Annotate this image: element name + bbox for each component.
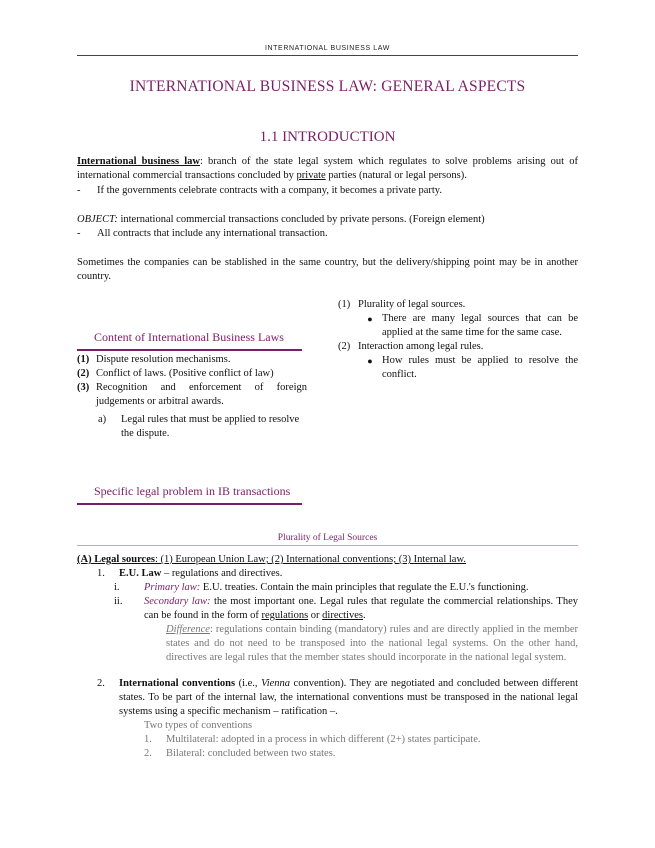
dash-text: All contracts that include any international transaction. <box>97 228 328 239</box>
list-item <box>77 353 307 367</box>
secondary-text: the most important one. Legal rules that regulate the commercial relationships. They can be found in the form of <box>144 596 578 621</box>
right-column <box>338 298 578 382</box>
right-text: Plurality of legal sources. <box>358 299 466 310</box>
intro-definition <box>77 155 578 183</box>
primary-label: Primary law: <box>144 582 201 593</box>
ic-num: 2. <box>97 678 105 689</box>
list-item <box>77 381 307 409</box>
eu-text: – regulations and directives. <box>161 568 283 579</box>
or-text: or <box>308 610 323 621</box>
intro-term: International business law <box>77 156 200 167</box>
secondary-label: Secondary law: <box>144 596 211 607</box>
list-item <box>77 367 307 381</box>
list-num: (3) <box>77 382 90 393</box>
roman-num: i. <box>114 582 120 593</box>
intro-dash-2 <box>77 227 578 241</box>
right-item-2 <box>338 340 578 354</box>
list-text: Dispute resolution mechanisms. <box>96 354 231 365</box>
convention-type-2 <box>77 747 578 761</box>
ic-title: International conventions <box>119 678 236 689</box>
right-bullet-1 <box>338 312 578 340</box>
secondary-law-item <box>77 595 578 623</box>
bullet-text: How rules must be applied to resolve the conflict. <box>382 355 578 380</box>
object-line <box>77 213 578 227</box>
intl-conventions-item <box>77 677 578 719</box>
plurality-title: Plurality of Legal Sources <box>77 533 578 546</box>
difference-label: Difference <box>166 624 210 635</box>
list-text: Recognition and enforcement of foreign judgements or arbitral awards. <box>96 382 307 407</box>
legal-sources-text: : (1) European Union Law; (2) International conventions; (3) Internal law. <box>154 554 466 565</box>
difference-text: : regulations contain binding (mandatory) rules and are directly applied in the member states and do not need to be transposed into the national legal systems. On the other hand, directives are legal rules that the member states should incorporate in the national legal system. <box>166 624 578 663</box>
sub-text: Legal rules that must be applied to resolve the dispute. <box>121 414 300 439</box>
bullet-icon: ● <box>367 356 373 366</box>
dash-marker: - <box>77 228 81 239</box>
intro-def-b: parties (natural or legal persons). <box>325 170 467 181</box>
legal-sources-line <box>77 553 578 567</box>
object-text: international commercial transactions concluded by private persons. (Foreign element) <box>117 214 485 225</box>
right-bullet-2 <box>338 354 578 382</box>
sometimes-paragraph: Sometimes the companies can be stablished in the same country, but the delivery/shipping point may be in another country. <box>77 257 578 282</box>
convention-type-1 <box>77 733 578 747</box>
legal-sources-label: (A) Legal sources <box>77 554 155 565</box>
two-types-heading: Two types of conventions <box>144 720 253 731</box>
ic-vienna: Vienna <box>261 678 291 689</box>
list-text: Conflict of laws. (Positive conflict of law) <box>96 368 274 379</box>
content-heading: Content of International Business Laws <box>77 330 302 351</box>
type-num: 2. <box>144 748 152 759</box>
list-num: (1) <box>77 354 90 365</box>
right-num: (1) <box>338 299 351 310</box>
object-label: OBJECT: <box>77 214 118 225</box>
specific-problem-heading: Specific legal problem in IB transactions <box>77 484 302 505</box>
content-list <box>77 353 307 441</box>
type-num: 1. <box>144 734 152 745</box>
intro-def-a: : branch of the state legal system which regulates to solve problems arising out of international commercial transactions concluded by <box>77 156 578 181</box>
directives-link-text: directives <box>322 610 363 621</box>
right-item-1 <box>338 298 578 312</box>
primary-text: E.U. treaties. Contain the main principles that regulate the E.U.'s functioning. <box>200 582 529 593</box>
primary-law-item <box>77 581 578 595</box>
ic-text-a: (i.e., <box>235 678 262 689</box>
plurality-body <box>77 553 578 761</box>
eu-title: E.U. Law <box>119 568 162 579</box>
dash-text: If the governments celebrate contracts with a company, it becomes a private party. <box>97 185 442 196</box>
dot-text: . <box>363 610 366 621</box>
type-text: Bilateral: concluded between two states. <box>166 748 336 759</box>
running-header: INTERNATIONAL BUSINESS LAW <box>264 45 391 52</box>
roman-num: ii. <box>114 596 123 607</box>
sub-list-item <box>77 413 307 441</box>
list-num: (2) <box>77 368 90 379</box>
bullet-text: There are many legal sources that can be applied at the same time for the same case. <box>382 313 578 338</box>
bullet-icon: ● <box>367 314 373 324</box>
header-rule <box>77 55 578 56</box>
eu-num: 1. <box>97 568 105 579</box>
sub-marker: a) <box>98 414 107 425</box>
regulations-link-text: regulations <box>261 610 309 621</box>
type-text: Multilateral: adopted in a process in which different (2+) states participate. <box>166 734 481 745</box>
right-num: (2) <box>338 341 351 352</box>
section-title: 1.1 INTRODUCTION <box>259 129 396 145</box>
difference-note <box>77 623 578 665</box>
ic-text-b: convention). They are negotiated and concluded between different states. To be part of the internal law, the international conventions must be transposed in the national legal systems using a specific mechanism – ratification –. <box>119 678 578 717</box>
dash-marker: - <box>77 185 81 196</box>
intro-dash-1 <box>77 184 578 198</box>
right-text: Interaction among legal rules. <box>358 341 484 352</box>
intro-def-private: private <box>296 170 326 181</box>
eu-law-item <box>77 567 578 581</box>
document-title: INTERNATIONAL BUSINESS LAW: GENERAL ASPECTS <box>129 78 526 95</box>
